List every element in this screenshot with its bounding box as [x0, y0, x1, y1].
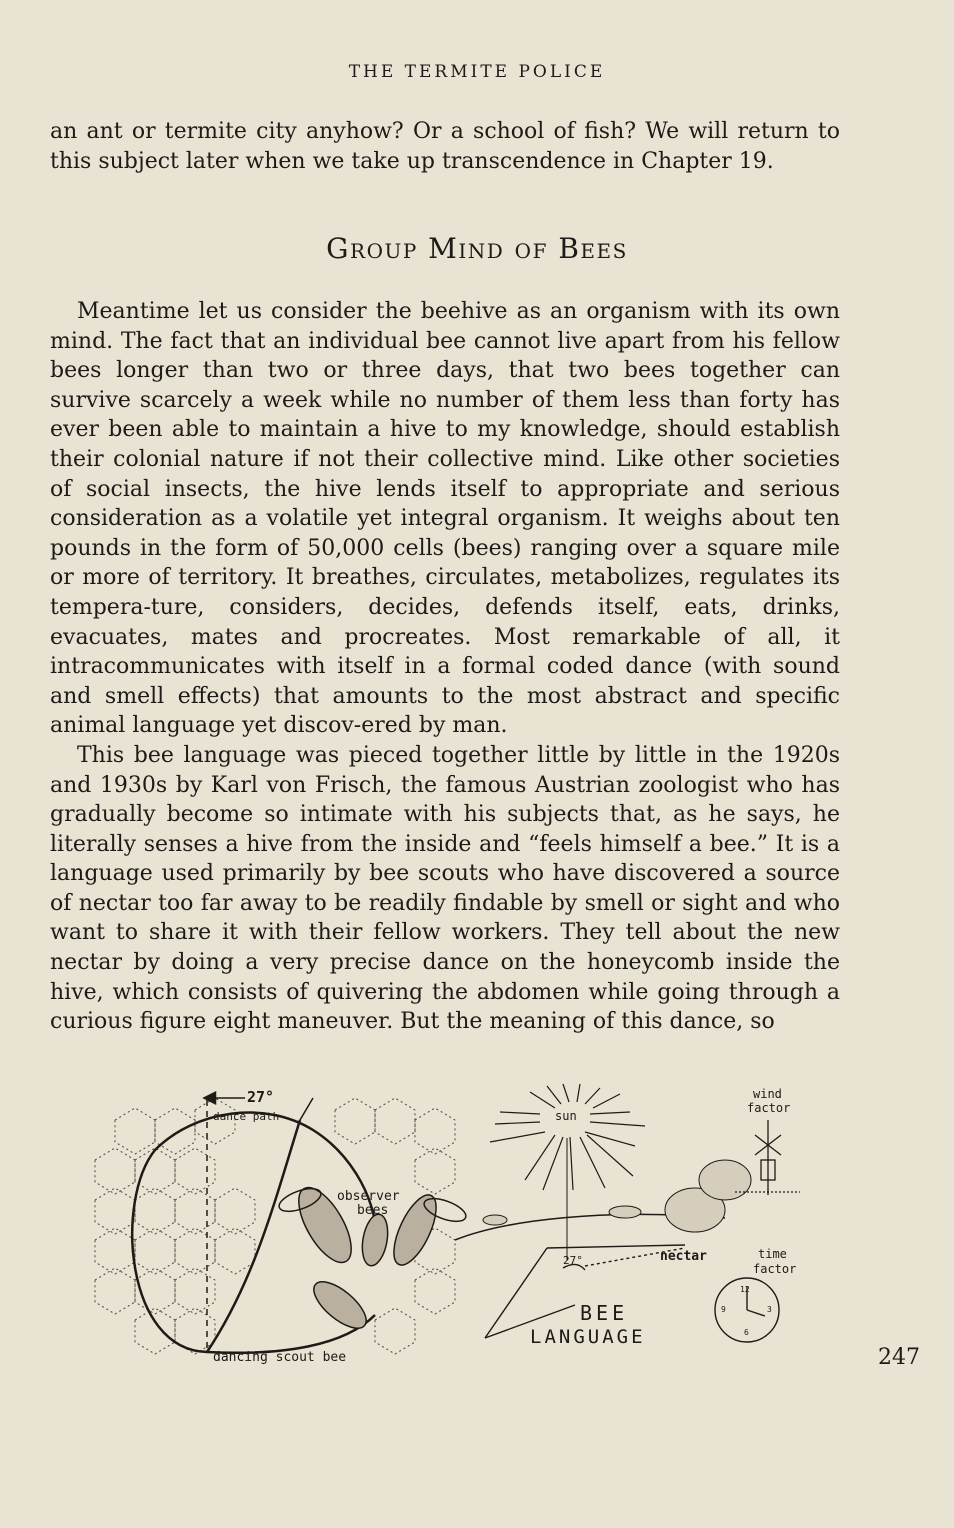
bee-language-illustration — [85, 1080, 815, 1375]
sun-label: sun — [555, 1109, 577, 1123]
angle-label-field: 27° — [563, 1254, 583, 1267]
clock-number-9: 9 — [721, 1305, 726, 1314]
observer-bees-label-line1: observer — [337, 1189, 400, 1204]
observer-bees-label-line2: bees — [357, 1203, 389, 1218]
dance-path-label: dance path — [213, 1110, 280, 1123]
illustration-svg — [85, 1080, 815, 1375]
bee-language-title-line1: BEE — [580, 1301, 629, 1325]
nectar-label: nectar — [660, 1249, 707, 1264]
paragraph-bee-language: This bee language was pieced together little by little in the 1920s and 1930s by Karl von Frisch, the famous Austrian zoologist who has gradually become so intimate with his subjects that, as he says, he literally senses a hive from the inside and “feels himself a bee.” It is a language used primarily by bee scouts who have discovered a source of nectar too far away to be readily findable by smell or sight and who want to share it with their fellow workers. They tell about the new nectar by doing a very precise dance on the honeycomb inside the hive, which consists of quivering the abdomen while going through a curious figure eight maneuver. But the meaning of this dance, so — [50, 742, 840, 1035]
time-factor-label-line1: time — [758, 1247, 787, 1261]
section-title: Group Mind of Bees — [326, 232, 628, 265]
paragraph-meantime: Meantime let us consider the beehive as an organism with its own mind. The fact that an individual bee cannot live apart from his fellow bees longer than two or three days, that two bees together can survive scarcely a week while no number of them less than forty has ever been able to maintain a hive to my knowledge, should establish their colonial nature if not their collective mind. Like other societies of social insects, the hive lends itself to appropriate and serious consideration as a volatile yet integral organism. It weighs about ten pounds in the form of 50,000 cells (bees) ranging over a square mile or more of territory. It breathes, circulates, metabolizes, regulates its tempera-ture, considers, decides, defends itself, eats, drinks, evacuates, mates and procreates. Most remarkable of all, it intracommunicates with itself in a formal coded dance (with sound and smell effects) that amounts to the most abstract and specific animal language yet discov-ered by man. — [50, 299, 840, 739]
dancing-scout-bee-label: dancing scout bee — [213, 1350, 347, 1365]
continued-paragraph: an ant or termite city anyhow? Or a school of fish? We will return to this subject later when we take up transcendence in Chapter 19. — [50, 119, 840, 174]
clock-number-6: 6 — [744, 1328, 749, 1337]
page-number: 247 — [878, 1345, 920, 1370]
running-head: THE TERMITE POLICE — [348, 62, 606, 82]
wind-factor-label-line1: wind — [753, 1087, 782, 1101]
clock-number-12: 12 — [740, 1285, 750, 1294]
body-text — [50, 297, 840, 1037]
bee-language-title-line2: LANGUAGE — [530, 1326, 646, 1348]
clock-number-3: 3 — [767, 1305, 772, 1314]
angle-label-dance: 27° — [247, 1088, 275, 1106]
wind-factor-label-line2: factor — [747, 1101, 791, 1115]
shrubs — [483, 1160, 751, 1232]
time-factor-label-line2: factor — [753, 1262, 797, 1276]
